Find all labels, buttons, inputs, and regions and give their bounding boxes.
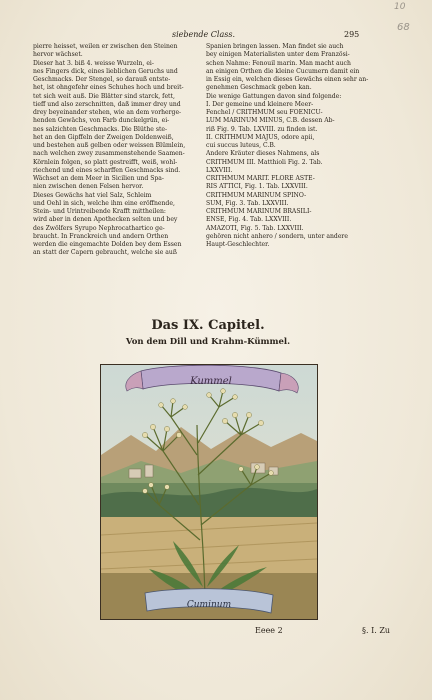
right-column-line: Fenchel / CRITHMUM seu FOENICU- [206,109,323,116]
right-column-line: bey einigen Materialisten unter dem Französi- [206,51,350,59]
cumin-illustration [101,365,317,619]
banner-bottom-label: Cuminum [186,600,232,610]
left-column-line: wird aber in denen Apothecken selten und bey [33,216,178,224]
right-column-line: SUM, Fig. 3. Tab. LXXVIII. [206,199,289,207]
left-column-line: braucht. In Franckreich und andern Orthen [33,232,169,240]
page-number: 295 [344,30,360,39]
catchword: §. I. Zu [362,626,391,635]
right-column-line: AMAZOTI, Fig. 5. Tab. LXXVIII. [206,224,304,232]
left-column-line: drey beyeinander stehen, wie an dem vorherge- [33,109,182,116]
left-column-line: Geschmacks. Der Stengel, so darauß entste- [33,76,171,83]
left-column-line: henden Gewächs, von Farb dunckelgrün, ei- [33,117,170,125]
left-column-line: nach welchen zwey zusammenstehende Saamen- [33,150,185,158]
left-column-line: riechend und eines scharffen Geschmacks sind. [33,166,181,174]
right-column-line: gehören nicht anhero / sondern, unter andere [206,232,348,240]
chapter-title: Das IX. Capitel. [151,318,265,333]
signature-mark: Eeee 2 [255,626,283,635]
botanical-plate [100,364,318,620]
right-column-line: CRITHMUM III. Matthioli Fig. 2. Tab. [206,158,323,166]
left-column-line: des Zwölfers Syrupo Nephrocathartico ge- [33,224,165,232]
left-column-line: Dieses Gewächs hat viel Salz, Schleim [33,191,152,199]
left-column-line: nien zwischen denen Felsen hervor. [33,183,144,191]
right-column-line: LXXVIII. [206,166,233,174]
banner-top-label: Kummel [190,376,232,387]
left-column-line: werden die eingemachte Dolden bey dem Essen [33,241,182,248]
right-column-line: Die wenige Gattungen davon sind folgende: [206,92,342,100]
right-column-line: ENSE, Fig. 4. Tab. LXXVIII. [206,216,292,224]
left-column-line: het an den Gipffeln der Zweigen Doldenweiß, [33,133,174,141]
right-column-line: Haupt-Geschlechter. [206,241,270,248]
right-column-line: Spanien bringen lassen. Man findet sie auch [206,43,344,50]
left-text-column [33,43,203,258]
right-column-line: cui succus luteus, C.B. [206,142,276,149]
left-column-line: hervor wächset. [33,51,83,59]
left-column-line: nes salzichten Geschmacks. Die Blüthe ste- [33,125,168,133]
left-column-line: Körnlein folgen, so platt gestreifft, weiß, wohl- [33,158,178,166]
right-column-line: in Essig ein, welchen dieses Gewächs einen sehr an- [206,76,369,83]
right-column-line: CRITHMUM MARINUM SPINO- [206,191,307,199]
right-column-line: riß Fig. 9. Tab. LXVIII. zu finden ist. [206,125,318,133]
right-column-line: LUM MARINUM MINUS, C.B. dessen Ab- [206,117,335,125]
chapter-subtitle: Von dem Dill und Krahm-Kümmel. [125,337,291,347]
right-column-line: I. Der gemeine und kleinere Meer- [206,100,314,108]
pencil-note-circled: 68 [397,22,410,33]
left-column-line: het, ist ohngefehr eines Schuhes hoch und breit- [33,84,184,92]
left-column-line: pierre heisset, weilen er zwischen den Steinen [33,43,178,50]
right-text-column [206,43,376,249]
pencil-note-top: 10 [394,2,406,12]
left-column-line: Stein- und Urintreibende Krafft mittheilen: [33,208,166,215]
right-column-line: Andere Kräuter dieses Nahmens, als [206,150,320,158]
left-column-line: Dieser hat 3. biß 4. weisse Wurzeln, ei- [33,59,154,67]
left-column-line: und bestehen auß gelben oder weissen Blümlein, [33,142,186,149]
right-column-line: II. CRITHMUM MAJUS, odore apii, [206,133,315,141]
left-column-line: Wächset an dem Meer in Sicilien und Spa- [33,175,164,182]
left-column-line: tet sich weit auß. Die Blätter sind starck, fett, [33,92,175,100]
left-column-line: tieff und also zerschnitten, daß immer drey und [33,100,181,108]
right-column-line: genehmen Geschmack geben kan. [206,84,312,92]
right-column-line: CRITHMUM MARIT. FLORE ASTE- [206,175,315,182]
left-column-line: und Oehl in sich, welche ihm eine eröffnende, [33,199,175,207]
right-column-line: an einigen Orthen die kleine Cucumern damit ein [206,67,360,75]
right-column-line: CRITHMUM MARINUM BRASILI- [206,208,312,215]
right-column-line: RIS ATTICI, Fig. 1. Tab. LXXVIII. [206,183,308,191]
left-column-line: nes Fingers dick, eines lieblichen Geruchs und [33,67,178,75]
right-column-line: schen Nahme: Fenouil marin. Man macht auch [206,59,351,67]
left-column-line: an statt der Capern gebraucht, welche sie auß [33,249,177,257]
running-header: siebende Class. [172,30,236,39]
